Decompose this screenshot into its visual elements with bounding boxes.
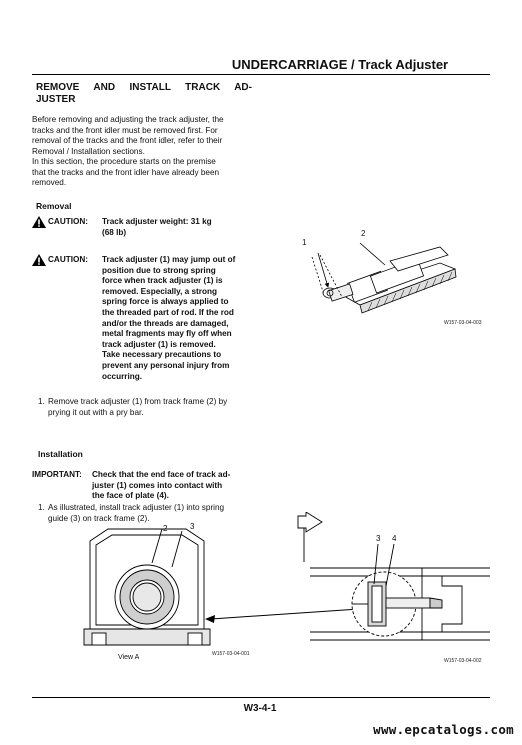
- text-line: Take necessary precautions to: [102, 350, 222, 360]
- text-line: prying it out with a pry bar.: [48, 407, 144, 417]
- figure-code: W157-03-04-003: [444, 320, 482, 326]
- figure-code: W157-03-04-001: [212, 651, 250, 657]
- text-line: track adjuster (1) is removed.: [102, 339, 216, 349]
- figure-view-a: [82, 525, 212, 653]
- figure-track-adjuster-removal: [290, 225, 490, 325]
- installation-heading: Installation: [38, 449, 83, 459]
- intro-paragraph-1: [32, 115, 252, 157]
- header-rule: [32, 74, 490, 75]
- removal-step-1: [38, 397, 258, 419]
- caution-label-wrap: [32, 254, 88, 266]
- text-line: tracks and the front idler must be removed first. For: [32, 125, 218, 135]
- footer-rule: [32, 697, 490, 698]
- installation-step-1: [38, 503, 258, 525]
- text-line: removal of the tracks and the front idler, refer to their: [32, 136, 223, 145]
- callout-2: 2: [361, 229, 366, 238]
- page-header-title: UNDERCARRIAGE / Track Adjuster: [231, 57, 449, 72]
- text-line: Before removing and adjusting the track adjuster, the: [32, 115, 224, 124]
- text-line: Check that the end face of track ad-: [92, 470, 231, 479]
- text-line: Track adjuster (1) may jump out of: [102, 255, 236, 264]
- section-title: [36, 82, 252, 106]
- text-line: prevent any personal injury from: [102, 360, 230, 370]
- callout-1: 1: [302, 238, 307, 247]
- text-line: and/or the threads are damaged,: [102, 318, 229, 328]
- important-label: IMPORTANT:: [32, 470, 82, 479]
- callout-2: 2: [163, 524, 168, 533]
- callout-3: 3: [190, 522, 195, 531]
- caution-weight: [32, 216, 254, 240]
- removal-heading: Removal: [36, 201, 72, 211]
- intro-paragraph-2: [32, 157, 252, 189]
- text-line: the threaded part of rod. If the rod: [102, 307, 234, 317]
- warning-triangle-icon: [32, 254, 46, 266]
- text-line: As illustrated, install track adjuster (1) into spring: [48, 503, 225, 512]
- caution-label-wrap: [32, 216, 88, 228]
- text-line: removed.: [32, 178, 67, 187]
- callout-4: 4: [392, 534, 397, 543]
- text-line: juster (1) comes into contact with: [92, 480, 223, 490]
- caution-label: CAUTION:: [48, 216, 89, 226]
- step-number: 1.: [38, 503, 45, 512]
- caution-text: [102, 255, 252, 382]
- caution-label: CAUTION:: [48, 254, 89, 264]
- callout-3: 3: [376, 534, 381, 543]
- important-text: [92, 470, 250, 502]
- watermark: www.epcatalogs.com: [373, 722, 514, 737]
- step-text: [48, 397, 227, 418]
- figure-code: W157-03-04-002: [444, 658, 482, 664]
- text-line: position due to strong spring: [102, 265, 216, 275]
- text-line: spring force is always applied to: [102, 297, 229, 307]
- text-line: guide (3) on track frame (2).: [48, 513, 150, 523]
- section-title-line2: JUSTER: [36, 94, 76, 105]
- caution-text: [102, 217, 252, 238]
- view-a-caption: View A: [118, 654, 140, 661]
- text-line: Remove track adjuster (1) from track frame (2) by: [48, 397, 228, 406]
- text-line: occurring.: [102, 371, 143, 381]
- page-number: W3-4-1: [243, 703, 277, 714]
- section-title-line1: REMOVE AND INSTALL TRACK AD-: [36, 82, 252, 93]
- step-number: 1.: [38, 397, 45, 406]
- step-text: [48, 503, 224, 524]
- text-line: Track adjuster weight: 31 kg: [102, 217, 212, 226]
- text-line: metal fragments may fly off when: [102, 329, 232, 339]
- warning-triangle-icon: [32, 216, 46, 228]
- text-line: force when track adjuster (1) is: [102, 276, 223, 286]
- text-line: (68 lb): [102, 227, 127, 237]
- text-line: In this section, the procedure starts on the premise: [32, 157, 216, 166]
- text-line: Removal / Installation sections.: [32, 146, 145, 156]
- text-line: that the tracks and the front idler have already been: [32, 167, 220, 177]
- text-line: removed. Especially, a strong: [102, 286, 217, 296]
- caution-spring-force: [32, 254, 254, 386]
- text-line: the face of plate (4).: [92, 491, 169, 500]
